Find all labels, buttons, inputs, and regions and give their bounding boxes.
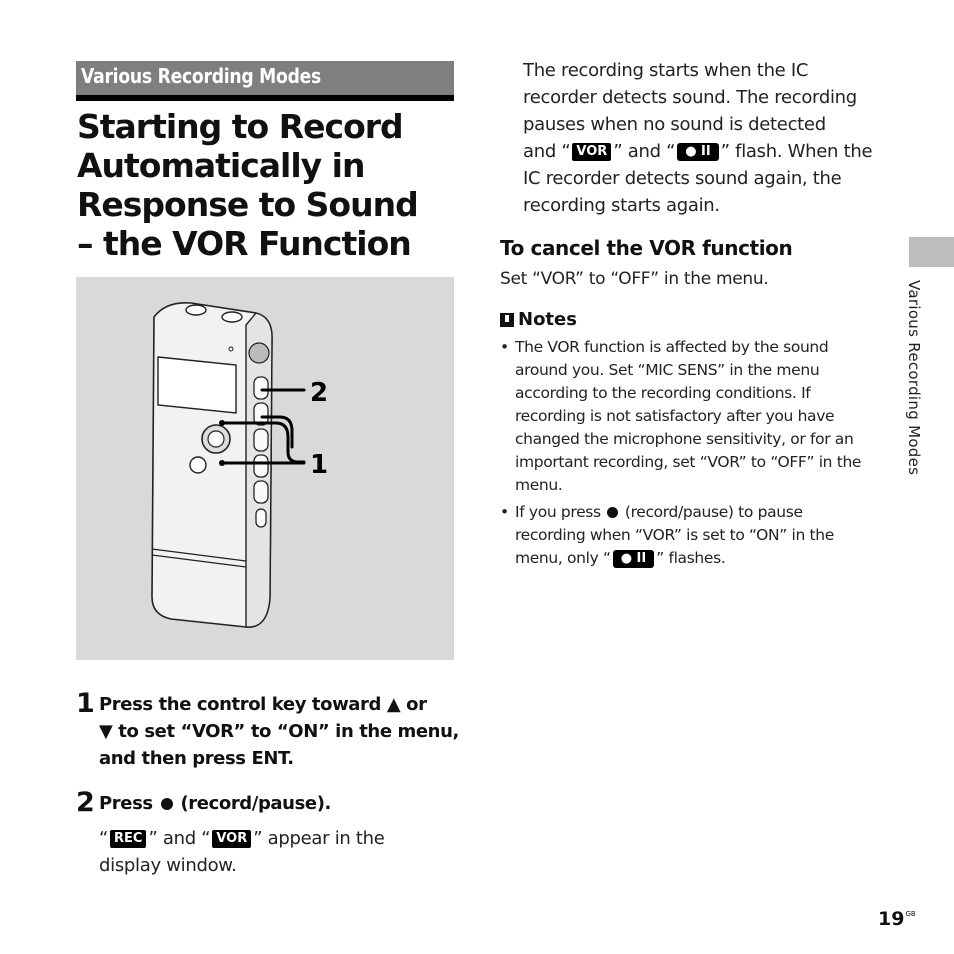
step-1-line: Press the control key toward ▲ or: [99, 694, 427, 715]
recorder-illustration: [76, 277, 454, 660]
recorder-drawing: [76, 277, 454, 660]
page-number: $19^{GB}$: [878, 908, 916, 930]
section-header-bar: [76, 61, 454, 101]
step-1-text: [99, 691, 459, 772]
step-2-label: (record/pause).: [180, 793, 331, 814]
headphone-jack: [222, 312, 242, 322]
section-label: Various Recording Modes: [81, 64, 322, 88]
note-icon: [500, 313, 514, 327]
record-dot-icon: [607, 507, 618, 518]
step-2-label: Press: [99, 793, 153, 814]
notes-heading: Notes: [500, 307, 577, 333]
side-tab-marker: [909, 237, 954, 267]
cancel-text: Set “VOR” to “OFF” in the menu.: [500, 269, 769, 289]
title-line: Response to Sound: [77, 185, 418, 224]
record-pause-indicator-icon: ● II: [677, 143, 719, 161]
callout-1: 1: [310, 450, 329, 480]
vor-indicator-icon: VOR: [212, 830, 251, 848]
mic-grill: [249, 343, 269, 363]
title-line: Automatically in: [77, 146, 365, 185]
step-2-text: [99, 790, 331, 817]
page-title: [77, 107, 457, 263]
callout-2: 2: [310, 378, 329, 408]
step-2-detail: “ REC ” and “ VOR ” appear in the display window.: [99, 828, 385, 876]
vor-description: The recording starts when the IC recorder detects sound. The recording pauses when no sound is detected and “ VOR ” and “ ● II ” flash. When the IC recorder detects sound again, the recording starts again.: [523, 60, 873, 216]
record-pause-indicator-icon: ● II: [613, 550, 655, 568]
display-window: [158, 357, 236, 413]
step-1-line: ▼ to set “VOR” to “ON” in the menu,: [99, 721, 459, 742]
mic-jack: [186, 305, 206, 315]
stop-button: [190, 457, 206, 473]
notes-list: [500, 336, 875, 574]
rec-indicator-icon: REC: [110, 830, 146, 848]
note-item: • The VOR function is affected by the sound around you. Set “MIC SENS” in the menu according to the recording conditions. If recording is not satisfactory after you have changed the microphone sensitivity, or for an important recording, set “VOR” to “OFF” in the menu.: [500, 336, 875, 497]
record-dot-icon: [161, 798, 173, 810]
page-suffix: GB: [905, 910, 916, 918]
step-1-line: and then press ENT.: [99, 748, 294, 769]
step-2-number: 2: [76, 787, 95, 818]
side-section-label: Various Recording Modes: [905, 280, 923, 476]
title-line: – the VOR Function: [77, 224, 411, 263]
vor-indicator-icon: VOR: [572, 143, 611, 161]
note-item: • If you press (record/pause) to pause recording when “VOR” is set to “ON” in the menu, only “ ● II ” flashes.: [500, 501, 875, 570]
step-1-number: 1: [76, 688, 95, 719]
title-line: Starting to Record: [77, 107, 403, 146]
cancel-heading: To cancel the VOR function: [500, 236, 793, 260]
